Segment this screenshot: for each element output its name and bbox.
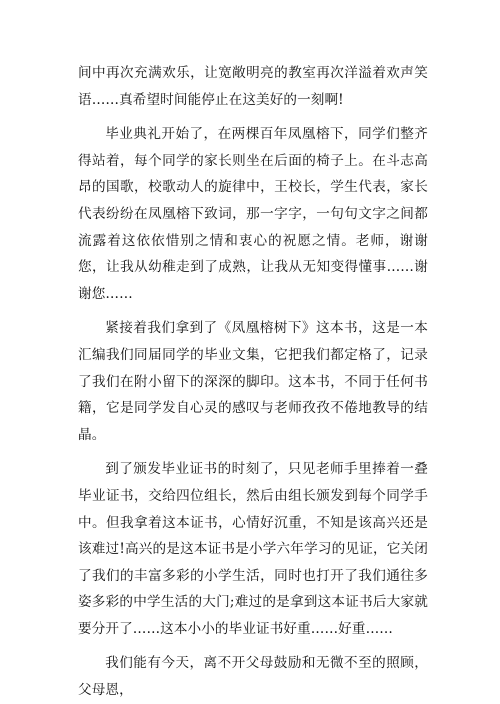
- paragraph-2: 毕业典礼开始了，在两棵百年凤凰榕下，同学们整齐得站着，每个同学的家长则坐在后面的椅子上。在斗志高昂的国歌，校歌动人的旋律中，王校长，学生代表，家长代表纷纷在凤凰榕下致词，那一字字，一句句文字之间都流露着这依依惜别之情和衷心的祝愿之情。老师，谢谢您，让我从幼稚走到了成熟，让我从无知变得懂事……谢谢您……: [78, 126, 428, 302]
- paragraph-1: 间中再次充满欢乐，让宽敞明亮的教室再次洋溢着欢声笑语……真希望时间能停止在这美好的一刻啊!: [78, 65, 428, 108]
- paragraph-4: 到了颁发毕业证书的时刻了，只见老师手里捧着一叠毕业证书，交给四位组长，然后由组长颁发到每个同学手中。但我拿着这本证书，心情好沉重，不知是该高兴还是该难过!高兴的是这本证书是小学六年学习的见证，它关闭了我们的丰富多彩的小学生活，同时也打开了我们通往多姿多彩的中学生活的大门;难过的是拿到这本证书后大家就要分开了……这本小小的毕业证书好重……好重……: [78, 461, 428, 637]
- paragraph-5: 我们能有今天，离不开父母鼓励和无微不至的照顾，父母恩，: [78, 655, 428, 699]
- document-body: [78, 60, 428, 704]
- paragraph-3: 紧接着我们拿到了《凤凰榕树下》这本书，这是一本汇编我们同届同学的毕业文集，它把我们都定格了，记录了我们在附小留下的深深的脚印。这本书，不同于任何书籍，它是同学发自心灵的感叹与老师孜孜不倦地教导的结晶。: [78, 320, 428, 443]
